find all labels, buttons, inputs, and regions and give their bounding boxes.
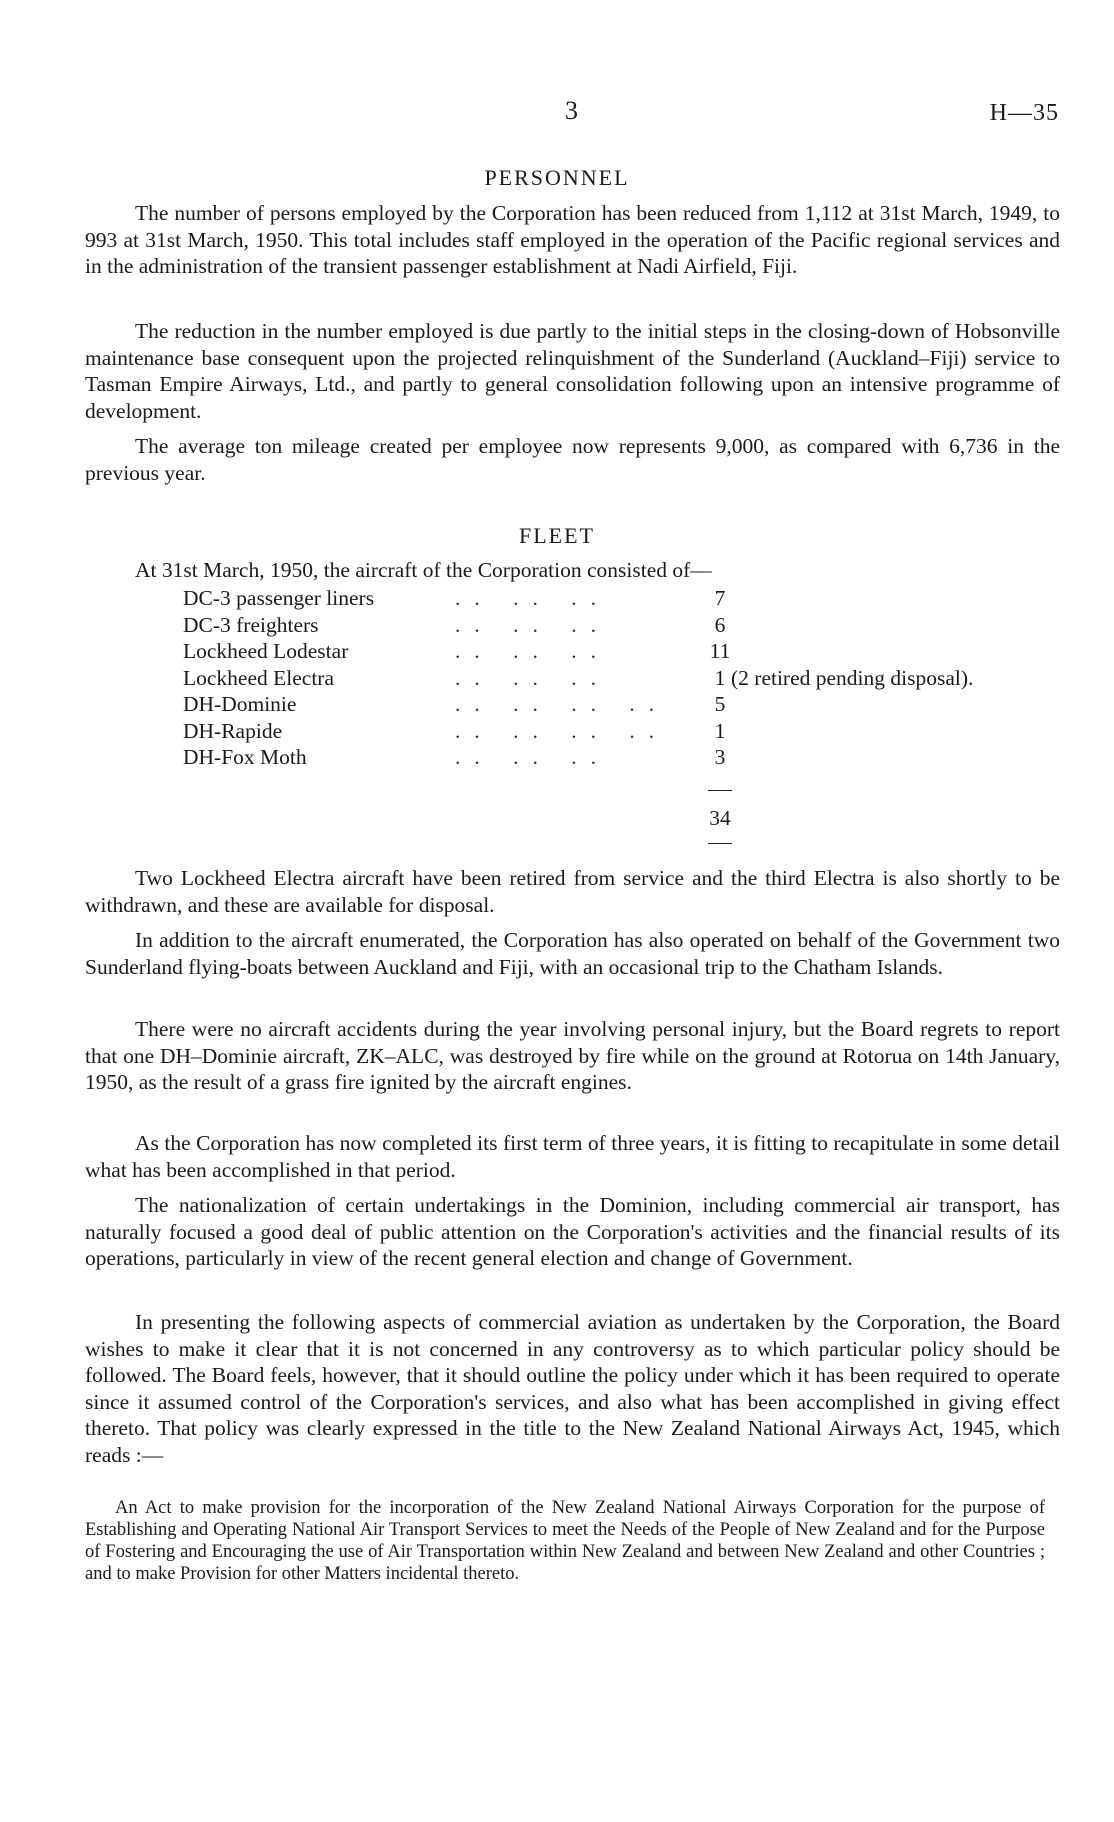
- leader-dots: .. .. ..: [455, 639, 610, 663]
- leader-dots: .. .. .. ..: [455, 718, 669, 743]
- personnel-paragraph-2: The reduction in the number employed is due partly to the initial steps in the closing-down of Hobsonville maintenance base consequent upon the projected relinquishment of the Sunderland (Auckland–Fiji) service to Tasman Empire Airways, Ltd., and partly to general consolidation following upon an intensive programme of development.: [85, 319, 1060, 423]
- act-title-quote: An Act to make provision for the incorporation of the New Zealand National Airways Corporation for the purpose of Establishing and Operating National Air Transport Services to meet the Needs of the People of New Zealand and for the Purpose of Fostering and Encouraging the use of Air Transportation within New Zealand and between New Zealand and other Countries ; and to make Provision for other Matters incidental thereto.: [85, 1498, 1045, 1584]
- aircraft-name: DH-Fox Moth: [183, 745, 307, 769]
- body-paragraph-6: In presenting the following aspects of commercial aviation as undertaken by the Corporation, the Board wishes to make it clear that it is not concerned in any controversy as to which particular policy should be followed. The Board feels, however, that it should outline the policy under which it has been required to operate since it assumed control of the Corporation's services, and also what has been accomplished in giving effect thereto. That policy was clearly expressed in the title to the New Zealand National Airways Act, 1945, which reads :—: [85, 1310, 1060, 1467]
- leader-dots: .. .. ..: [455, 665, 610, 690]
- body-paragraph-4: As the Corporation has now completed its first term of three years, it is fitting to recapitulate in some detail what has been accomplished in that period.: [85, 1131, 1060, 1182]
- fleet-total: 34: [709, 806, 731, 830]
- aircraft-count: 11: [709, 639, 731, 663]
- aircraft-count: 1: [714, 665, 726, 690]
- leader-dots: .. .. ..: [455, 612, 610, 637]
- personnel-paragraph-1: The number of persons employed by the Corporation has been reduced from 1,112 at 31st March, 1949, to 993 at 31st March, 1950. This total includes staff employed in the operation of the Pacific regional services and in the administration of the transient passenger establishment at Nadi Airfield, Fiji.: [85, 201, 1060, 278]
- document-reference: H—35: [989, 100, 1059, 126]
- aircraft-name: DH-Rapide: [183, 718, 283, 743]
- aircraft-count: 6: [714, 612, 726, 637]
- leader-dots: .. .. ..: [455, 745, 610, 769]
- aircraft-name: DC-3 passenger liners: [183, 586, 375, 610]
- aircraft-name: Lockheed Lodestar: [183, 639, 349, 663]
- leader-dots: .. .. ..: [455, 586, 610, 610]
- personnel-paragraph-3: The average ton mileage created per employee now represents 9,000, as compared with 6,736 in the previous year.: [85, 434, 1060, 485]
- page-number: 3: [565, 96, 578, 125]
- total-rule-bottom: [708, 843, 732, 844]
- body-paragraph-5: The nationalization of certain undertakings in the Dominion, including commercial air transport, has naturally focused a good deal of public attention on the Corporation's activities and the financial results of its operations, particularly in view of the recent general election and change of Government.: [85, 1193, 1060, 1270]
- personnel-heading: PERSONNEL: [484, 165, 630, 190]
- body-paragraph-1: Two Lockheed Electra aircraft have been retired from service and the third Electra is also shortly to be withdrawn, and these are available for disposal.: [85, 866, 1060, 917]
- fleet-intro: At 31st March, 1950, the aircraft of the Corporation consisted of—: [135, 558, 712, 582]
- total-rule-top: [708, 790, 732, 791]
- aircraft-name: DH-Dominie: [183, 692, 297, 716]
- fleet-heading: FLEET: [519, 523, 595, 548]
- body-paragraph-2: In addition to the aircraft enumerated, the Corporation has also operated on behalf of the Government two Sunderland flying-boats between Auckland and Fiji, with an occasional trip to the Chatham Islands.: [85, 928, 1060, 979]
- aircraft-note: (2 retired pending disposal).: [731, 665, 974, 690]
- aircraft-count: 7: [714, 586, 726, 610]
- aircraft-count: 1: [714, 718, 726, 743]
- aircraft-count: 5: [714, 692, 726, 716]
- aircraft-name: DC-3 freighters: [183, 612, 319, 637]
- aircraft-name: Lockheed Electra: [183, 665, 335, 690]
- body-paragraph-3: There were no aircraft accidents during the year involving personal injury, but the Board regrets to report that one DH–Dominie aircraft, ZK–ALC, was destroyed by fire while on the ground at Rotorua on 14th January, 1950, as the result of a grass fire ignited by the aircraft engines.: [85, 1017, 1060, 1094]
- leader-dots: .. .. .. ..: [455, 692, 669, 716]
- aircraft-count: 3: [714, 745, 726, 769]
